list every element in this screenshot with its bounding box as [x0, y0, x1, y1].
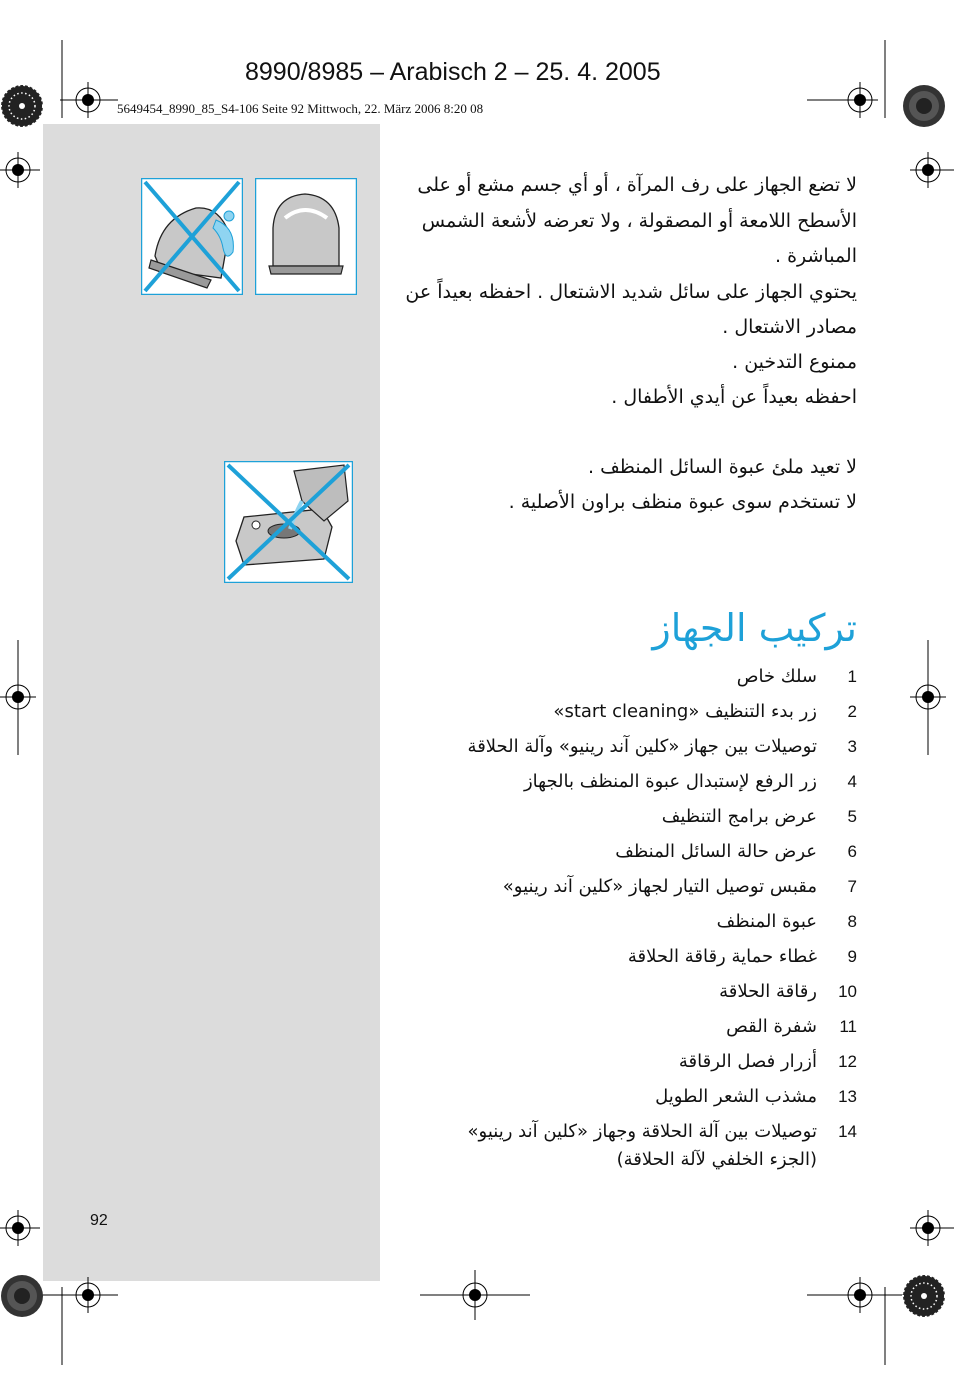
item-number: 6	[847, 842, 857, 861]
illustration-shaver-head	[255, 178, 357, 295]
item-number: 10	[838, 982, 857, 1001]
list-item	[397, 663, 857, 698]
item-number: 5	[847, 807, 857, 826]
page-number: 92	[90, 1212, 108, 1229]
warning-line-2: الأسطح اللامعة أو المصقولة ، ولا تعرضه لأشعة الشمس	[421, 210, 857, 232]
list-item	[397, 1013, 857, 1048]
item-number: 1	[847, 667, 857, 686]
item-number: 2	[847, 702, 857, 721]
item-label: رقاقة الحلاقة	[719, 981, 817, 1002]
item-label: مقبس توصيل التيار لجهاز «كلين آند رينيو»	[502, 876, 817, 897]
color-target-icon	[1, 85, 43, 127]
item-label: عرض حالة السائل المنظف	[615, 841, 817, 862]
illustration-no-refill	[224, 461, 353, 583]
item-label-line-1: توصيلات بين آلة الحلاقة وجهاز «كلين آند رينيو»	[467, 1121, 817, 1142]
warning-line-9: لا تستخدم سوى عبوة منظف براون الأصلية .	[508, 491, 857, 513]
item-number: 9	[847, 947, 857, 966]
item-label: شفرة القص	[726, 1016, 817, 1037]
list-item	[397, 768, 857, 803]
illustration-no-liquid	[141, 178, 243, 295]
item-label: أزرار فصل الرقاقة	[678, 1051, 817, 1072]
section-title: تركيب الجهاز	[652, 606, 857, 650]
warning-line-6: ممنوع التدخين .	[732, 351, 857, 373]
item-label: زر الرفع لإستبدال عبوة المنظف بالجهاز	[523, 771, 817, 792]
warning-line-5: مصادر الاشتعال .	[722, 316, 857, 338]
list-item	[397, 1083, 857, 1118]
item-label: غطاء حماية رقاقة الحلاقة	[627, 946, 817, 967]
list-item	[397, 838, 857, 873]
item-label: زر بدء التنظيف «start cleaning»	[553, 701, 817, 722]
item-number: 8	[847, 912, 857, 931]
item-label: توصيلات بين جهاز «كلين آند رينيو» وآلة الحلاقة	[467, 736, 817, 757]
print-header-title: 8990/8985 – Arabisch 2 – 25. 4. 2005	[245, 58, 661, 86]
list-item	[397, 1118, 857, 1182]
list-item	[397, 1048, 857, 1083]
list-item	[397, 908, 857, 943]
item-label: سلك خاص	[736, 666, 817, 687]
warning-line-4: يحتوي الجهاز على سائل شديد الاشتعال . احفظه بعيداً عن	[405, 281, 857, 303]
item-number: 3	[847, 737, 857, 756]
list-item	[397, 873, 857, 908]
item-number: 12	[838, 1052, 857, 1071]
item-label: عبوة المنظف	[716, 911, 817, 932]
warning-line-1: لا تضع الجهاز على رف المرآة ، أو أي جسم مشع أو على	[417, 174, 857, 196]
warning-line-8: لا تعيد ملئ عبوة السائل المنظف .	[588, 456, 857, 478]
list-item	[397, 733, 857, 768]
print-file-info: 5649454_8990_85_S4-106 Seite 92 Mittwoch, 22. März 2006 8:20 08	[117, 101, 484, 116]
warning-line-3: المباشرة .	[774, 245, 857, 267]
warning-line-7: احفظه بعيداً عن أيدي الأطفال .	[611, 386, 857, 408]
item-number: 4	[847, 772, 857, 791]
item-label: عرض برامج التنظيف	[661, 806, 817, 827]
crosshair-target-icon	[70, 82, 106, 118]
item-number: 7	[847, 877, 857, 896]
list-item	[397, 943, 857, 978]
item-number: 13	[838, 1087, 857, 1106]
list-item	[397, 978, 857, 1013]
parts-list	[397, 663, 857, 1182]
item-label	[468, 1118, 827, 1174]
item-number: 14	[838, 1122, 857, 1141]
item-label: مشذب الشعر الطويل	[655, 1086, 817, 1107]
list-item	[397, 698, 857, 733]
list-item	[397, 803, 857, 838]
item-label-line-2: (الجزء الخلفي لآلة الحلاقة)	[616, 1149, 817, 1170]
item-number: 11	[839, 1017, 857, 1036]
